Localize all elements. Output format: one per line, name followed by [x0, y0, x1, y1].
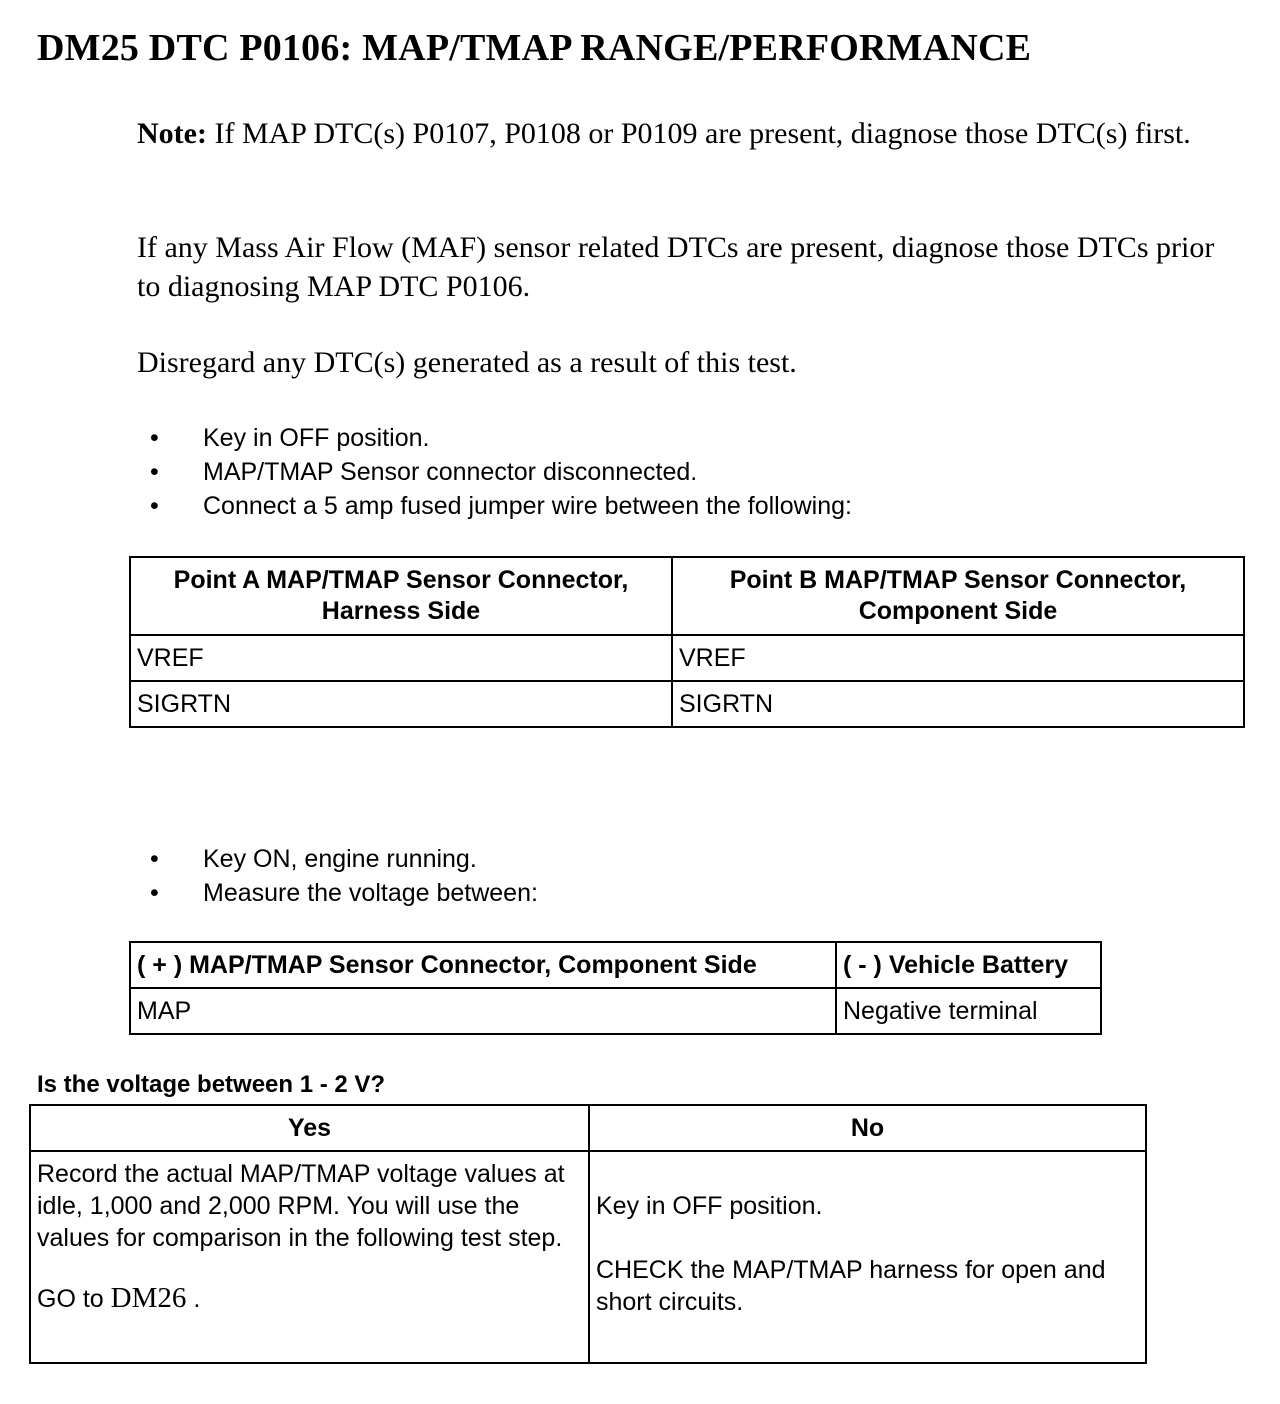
yes-goto-prefix: GO to	[37, 1285, 111, 1313]
table-row	[130, 681, 1244, 727]
maf-paragraph: If any Mass Air Flow (MAF) sensor related DTCs are present, diagnose those DTCs prior to diagnosing MAP DTC P0106.	[137, 231, 1215, 303]
no-check-harness-text: CHECK the MAP/TMAP harness for open and short circuits.	[596, 1256, 1106, 1316]
voltage-table-header-row	[130, 942, 1101, 988]
jumper-header-point-b: Point B MAP/TMAP Sensor Connector, Component Side	[672, 557, 1244, 635]
answer-table-header-row	[30, 1105, 1146, 1151]
note-label: Note:	[137, 117, 207, 150]
no-key-off-text: Key in OFF position.	[596, 1192, 823, 1220]
yes-goto-line	[37, 1282, 582, 1315]
setup-bullet-list	[150, 421, 852, 523]
goto-dm26-link[interactable]: DM26	[110, 1282, 187, 1314]
jumper-cell-b-sigrtn: SIGRTN	[672, 681, 1244, 727]
voltage-cell-negative-terminal: Negative terminal	[836, 988, 1101, 1034]
voltage-table	[129, 941, 1102, 1035]
yes-instruction-text: Record the actual MAP/TMAP voltage values at idle, 1,000 and 2,000 RPM. You will use the values for comparison in the following test step.	[37, 1160, 565, 1252]
table-row	[130, 988, 1101, 1034]
jumper-header-point-a: Point A MAP/TMAP Sensor Connector, Harness Side	[130, 557, 672, 635]
jumper-cell-a-vref: VREF	[130, 635, 672, 681]
table-row	[30, 1151, 1146, 1363]
bullet-measure-voltage: • Measure the voltage between:	[150, 876, 538, 910]
voltage-cell-map: MAP	[130, 988, 836, 1034]
voltage-question: Is the voltage between 1 - 2 V?	[37, 1071, 386, 1098]
measure-bullet-list	[150, 842, 538, 910]
jumper-table	[129, 556, 1245, 728]
answer-cell-no	[589, 1151, 1146, 1363]
jumper-cell-b-vref: VREF	[672, 635, 1244, 681]
table-row	[130, 635, 1244, 681]
answer-cell-yes	[30, 1151, 589, 1363]
page-title: DM25 DTC P0106: MAP/TMAP RANGE/PERFORMANCE	[37, 27, 1032, 69]
bullet-connector-disconnected: • MAP/TMAP Sensor connector disconnected.	[150, 455, 852, 489]
note-paragraph	[137, 114, 1217, 153]
answer-table	[29, 1104, 1147, 1364]
bullet-key-on: • Key ON, engine running.	[150, 842, 538, 876]
yes-goto-suffix: .	[186, 1285, 201, 1313]
disregard-paragraph: Disregard any DTC(s) generated as a result of this test.	[137, 346, 797, 379]
voltage-header-positive: ( + ) MAP/TMAP Sensor Connector, Component Side	[130, 942, 836, 988]
answer-header-no: No	[589, 1105, 1146, 1151]
bullet-connect-jumper: • Connect a 5 amp fused jumper wire between the following:	[150, 489, 852, 523]
note-text: If MAP DTC(s) P0107, P0108 or P0109 are present, diagnose those DTC(s) first.	[206, 117, 1191, 150]
answer-header-yes: Yes	[30, 1105, 589, 1151]
jumper-cell-a-sigrtn: SIGRTN	[130, 681, 672, 727]
jumper-table-header-row	[130, 557, 1244, 635]
bullet-key-off: • Key in OFF position.	[150, 421, 852, 455]
voltage-header-negative: ( - ) Vehicle Battery	[836, 942, 1101, 988]
